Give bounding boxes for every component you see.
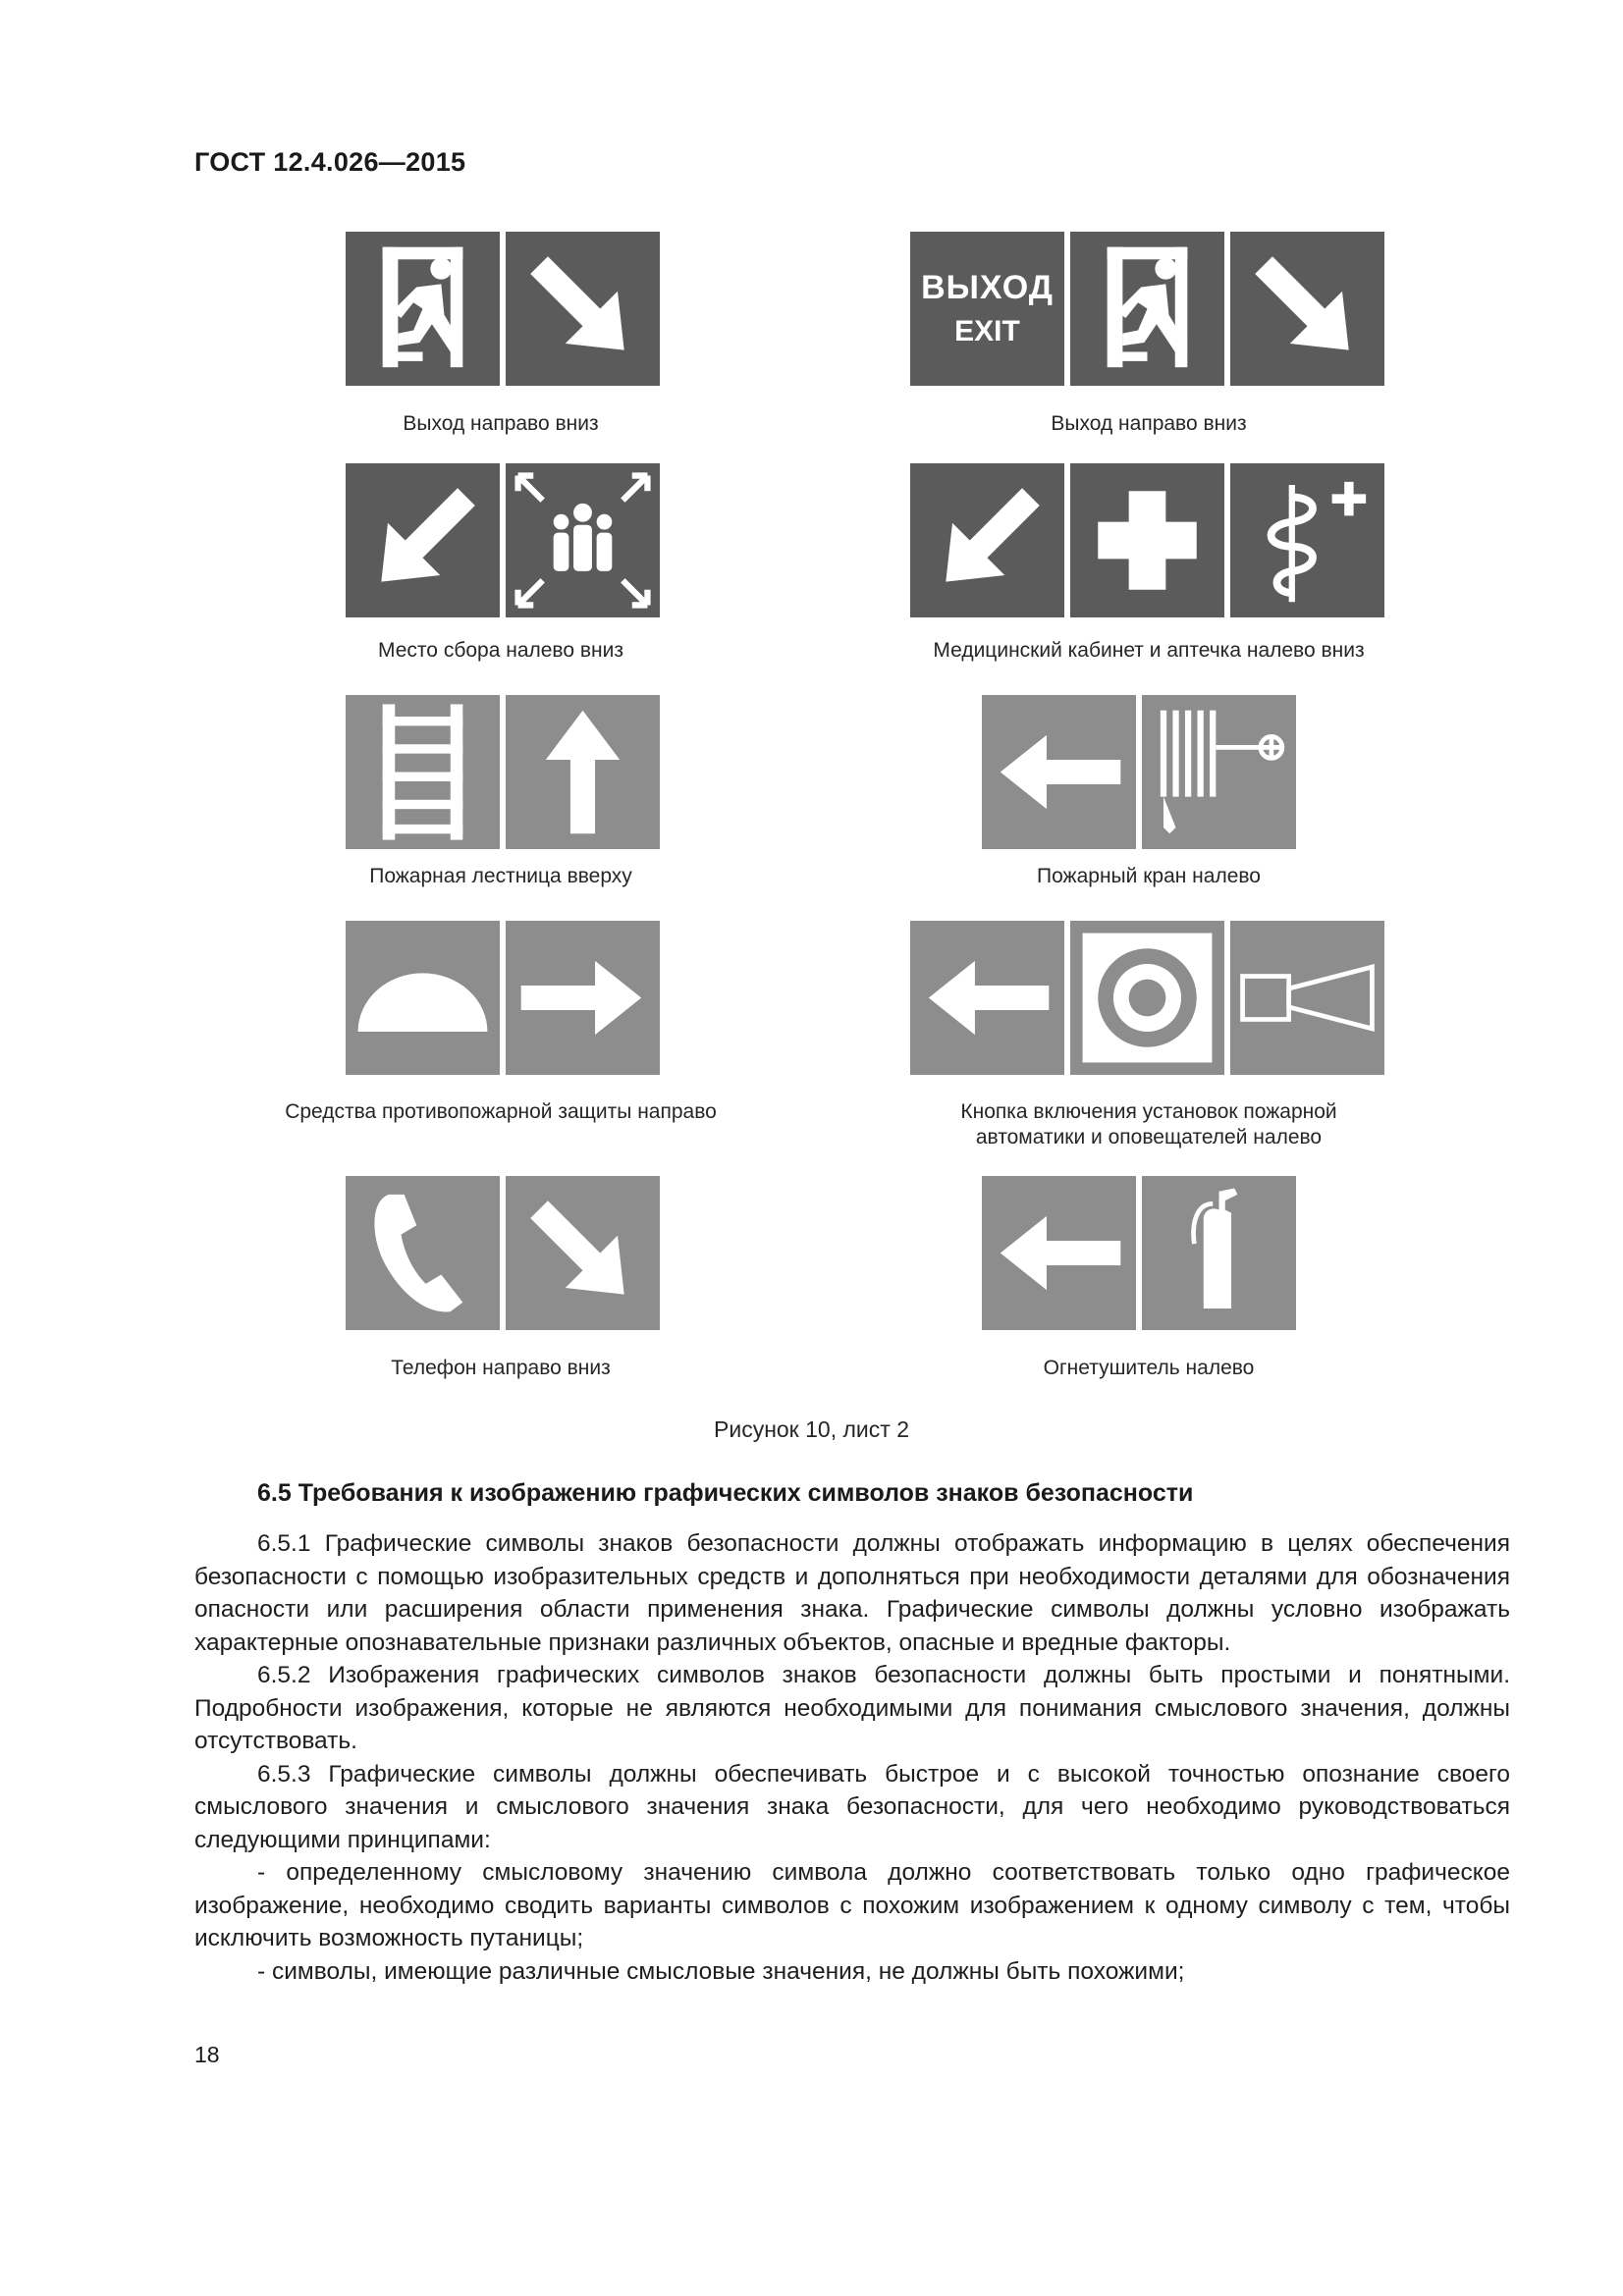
exit-text-sign [910, 232, 1064, 386]
paragraph: 6.5.2 Изображения графических символов знаков безопасности должны быть простыми и понятными. Подробности изображения, которые не являются необходимыми для понимания смыслового значения, должны отсутствовать. [194, 1662, 1510, 1754]
exit-text-en: EXIT [954, 315, 1020, 347]
page-number: 18 [194, 2042, 220, 2067]
arrow-down-right-icon [506, 232, 660, 386]
siren-icon [1230, 921, 1384, 1075]
sign-phone-right-down [346, 1176, 660, 1330]
arrow-down-left-icon [346, 463, 500, 617]
arrow-left-icon [982, 1176, 1136, 1330]
medical-staff-icon [1230, 463, 1384, 617]
caption-exit-right-down: Выход направо вниз [403, 412, 599, 435]
sign-exit-right-down [346, 232, 660, 386]
list-item: - символы, имеющие различные смысловые значения, не должны быть похожими; [257, 1957, 1185, 1985]
arrow-down-right-icon [1230, 232, 1384, 386]
caption-fire-protection-right: Средства противопожарной защиты направо [285, 1100, 717, 1123]
arrow-right-icon [506, 921, 660, 1075]
ladder-icon [346, 695, 500, 849]
running-man-icon [346, 232, 500, 386]
arrow-up-icon [506, 695, 660, 849]
caption-alarm-button-left [884, 1099, 1414, 1150]
caption-fire-hydrant-left: Пожарный кран налево [1037, 865, 1261, 887]
paragraph: 6.5.1 Графические символы знаков безопасности должны отображать информацию в целях обеспечения безопасности с помощью изобразительных средств и дополняться при необходимости деталями для обозначения опасности или расширения области применения знака. Графические символы должны условно изображать характерные опознавательные признаки различных объектов, опасные и вредные факторы. [194, 1530, 1510, 1656]
caption-assembly-left-down: Место сбора налево вниз [378, 639, 623, 662]
exit-text-ru: ВЫХОД [921, 269, 1054, 306]
cross-icon [1070, 463, 1224, 617]
fire-hose-icon [1142, 695, 1296, 849]
alarm-button-icon [1070, 921, 1224, 1075]
half-dome-icon [346, 921, 500, 1075]
caption-extinguisher-left: Огнетушитель налево [1043, 1357, 1255, 1379]
sign-alarm-button-left [910, 921, 1384, 1075]
phone-icon [346, 1176, 500, 1330]
paragraph: 6.5.3 Графические символы должны обеспечивать быстрое и с высокой точностью опознание своего смыслового значения и смыслового значения знака безопасности, для чего необходимо руководствоваться следующими принципами: [194, 1760, 1510, 1853]
sign-assembly-left-down [346, 463, 660, 617]
arrow-down-left-icon [910, 463, 1064, 617]
caption-exit-text-right-down: Выход направо вниз [1051, 412, 1247, 435]
sign-fire-hydrant-left [982, 695, 1296, 849]
arrow-left-icon [910, 921, 1064, 1075]
caption-line-2: автоматики и оповещателей налево [975, 1126, 1323, 1148]
figure-caption: Рисунок 10, лист 2 [714, 1416, 909, 1442]
assembly-point-icon [506, 463, 660, 617]
arrow-down-right-icon [506, 1176, 660, 1330]
document-header: ГОСТ 12.4.026—2015 [194, 147, 466, 177]
sign-exit-text-right-down [910, 232, 1384, 386]
caption-medical-left-down: Медицинский кабинет и аптечка налево вниз [933, 639, 1365, 662]
fire-extinguisher-icon [1142, 1176, 1296, 1330]
section-body [194, 1527, 1510, 1988]
section-title: 6.5 Требования к изображению графических символов знаков безопасности [257, 1479, 1194, 1507]
arrow-left-icon [982, 695, 1136, 849]
list-item: - определенному смысловому значению символа должно соответствовать только одно графическое изображение, необходимо сводить варианты символов с похожим изображением к одному символу с тем, чтобы исключить возможность путаницы; [194, 1859, 1510, 1951]
sign-fire-ladder-up [346, 695, 660, 849]
caption-line-1: Кнопка включения установок пожарной [960, 1100, 1337, 1123]
caption-fire-ladder-up: Пожарная лестница вверху [369, 865, 632, 887]
sign-extinguisher-left [982, 1176, 1296, 1330]
sign-medical-left-down [910, 463, 1384, 617]
sign-fire-protection-right [346, 921, 660, 1075]
running-man-icon [1070, 232, 1224, 386]
caption-phone-right-down: Телефон направо вниз [391, 1357, 611, 1379]
